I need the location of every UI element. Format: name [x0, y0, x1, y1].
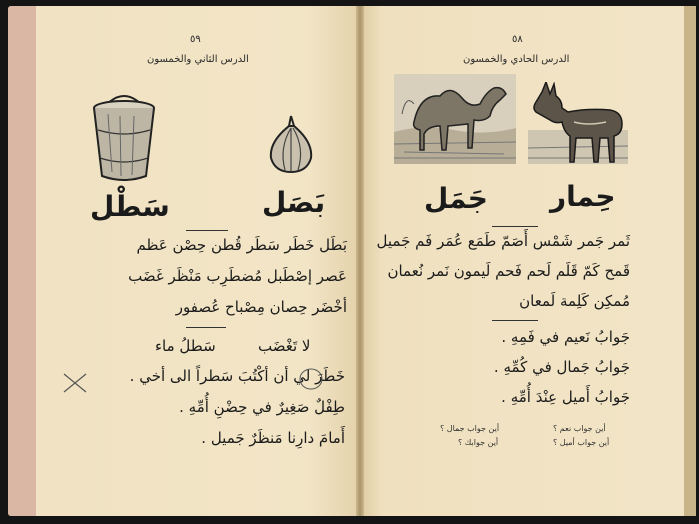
- bucket-icon: [90, 80, 158, 186]
- left-phrase-2: سَطلُ ماء: [155, 337, 216, 355]
- left-phrase-1: لا تَغْضَب: [258, 337, 311, 355]
- left-vocab-line-1: بَطَل خَطَر سَطَر قُطن حِصْن عَظم: [136, 236, 347, 254]
- right-page-header: الدرس الحادي والخمسون: [463, 54, 570, 65]
- left-divider-1: [186, 230, 228, 231]
- right-vocab-line-3: مُمكِن كَلِمة لَمعان: [519, 292, 630, 310]
- right-vocab-line-2: قَمح كَمّ قَلَم لَحم فَحم لَيمون نَمر نُعمان: [387, 262, 630, 280]
- donkey-icon: [528, 82, 628, 164]
- question-1: أين جواب نعم ؟: [553, 424, 606, 433]
- left-divider-2: [186, 327, 226, 328]
- right-sentence-3: جَوابُ أَميل عِنْدَ أُمِّهِ .: [501, 388, 630, 406]
- right-divider-2: [492, 320, 538, 321]
- right-sentence-1: جَوابُ نَعيم في فَمِهِ .: [501, 328, 630, 346]
- camel-icon: [394, 74, 516, 164]
- left-sentence-3: أَمامَ دارِنا مَنظَرٌ جَميل .: [201, 429, 345, 447]
- pencil-cross-mark: [62, 372, 88, 394]
- left-vocab-line-3: أخْضَر حِصان مِصْباح عُصفور: [175, 298, 347, 316]
- left-vocab-line-2: عَصر إصْطَبل مُضطَرِب مَنْظَر غَضَب: [128, 267, 347, 285]
- left-sentence-1: خَطَرَ لي أن أكْتُبَ سَطراً الى أخي .: [129, 367, 345, 385]
- right-picture-word-1: حِمار: [550, 180, 616, 213]
- right-vocab-line-1: ثَمر جَمر شَمْس أَصَمّ طَمَع عُمَر فَم جَميل: [376, 232, 630, 250]
- right-page-number: ٥٨: [512, 34, 523, 45]
- right-divider-1: [492, 226, 538, 227]
- pencil-circle-mark: [298, 367, 324, 391]
- page-edge-left: [8, 6, 36, 516]
- left-picture-word-2: بَصَل: [262, 186, 326, 219]
- question-4: أين جوابك ؟: [458, 438, 499, 447]
- onion-icon: [265, 114, 317, 176]
- left-page-header: الدرس الثاني والخمسون: [147, 54, 249, 65]
- right-picture-word-2: جَمَل: [424, 182, 488, 215]
- question-3: أين جواب أميل ؟: [553, 438, 610, 447]
- book-gutter: [356, 6, 364, 516]
- left-page-number: ٥٩: [190, 34, 201, 45]
- left-picture-word-1: سَطْل: [90, 190, 170, 223]
- question-2: أين جواب جمال ؟: [440, 424, 500, 433]
- right-sentence-2: جَوابُ جَمال في كُمِّهِ .: [493, 358, 630, 376]
- page-edge-right: [684, 6, 696, 516]
- left-sentence-2: طِفْلٌ صَغِيرٌ في حِضْنِ أُمِّهِ .: [179, 398, 345, 416]
